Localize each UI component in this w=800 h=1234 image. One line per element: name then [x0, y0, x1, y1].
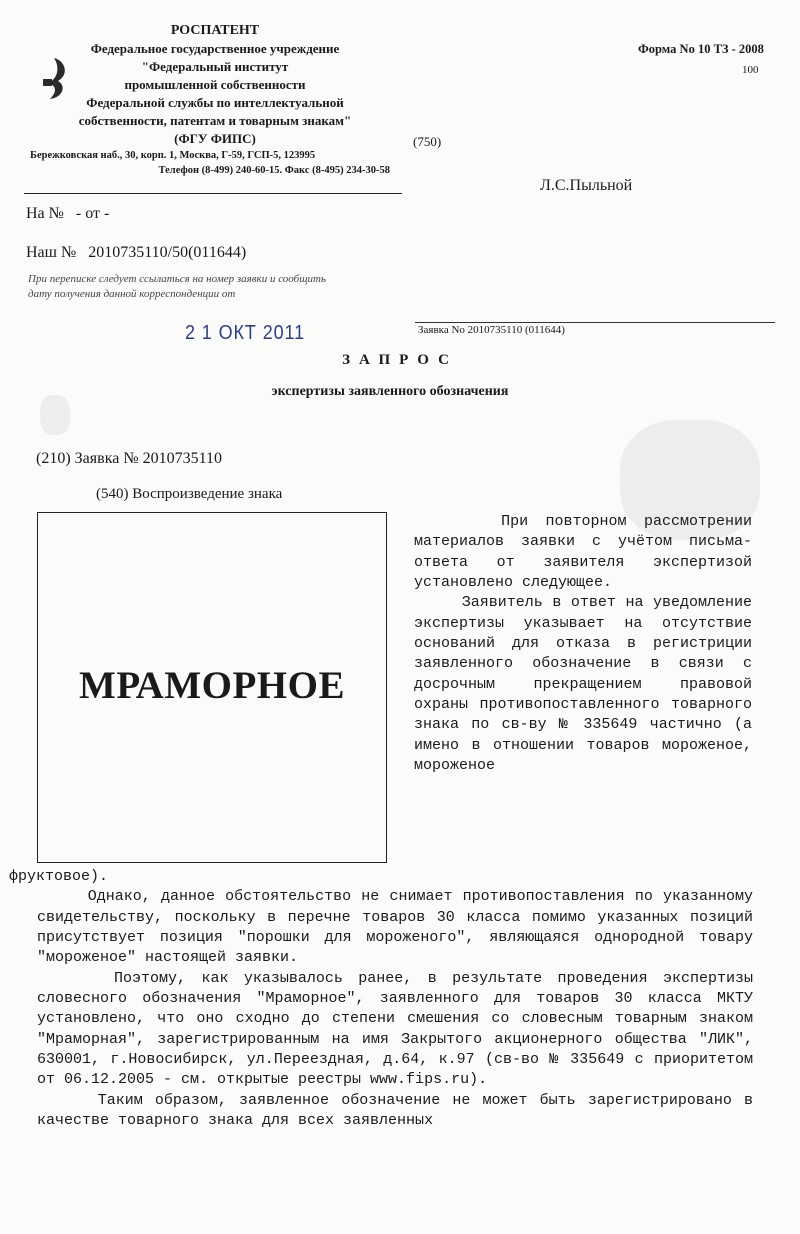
issuer-name: РОСПАТЕНТ: [170, 23, 260, 38]
our-reference: Наш № 2010735110/50(011644): [26, 244, 247, 261]
issuer-line: "Федеральный институт: [141, 59, 289, 74]
document-subtitle: экспертизы заявленного обозначения: [271, 384, 509, 399]
paragraph-4: Поэтому, как указывалось ранее, в результате проведения экспертизы словесного обозначения "Мраморное", заявленного для товаров 30 класса МКТУ установлено, что оно сходно до степени смешения со словесным товарным знаком "Мраморная", зарегистрированным на имя Закрытого акционерного общества "ЛИК", 630001, г.Новосибирск, ул.Переездная, д.64, к.97 (св-во № 335649 с приоритетом от 06.12.2005 - см. открытые реестры www.fips.ru).: [37, 969, 763, 1089]
body-full-width: [9, 867, 763, 1131]
document-title: ЗАПРОС: [342, 352, 458, 368]
application-divider: [415, 322, 775, 323]
correspondence-note: При переписке следует ссылаться на номер заявки и сообщить дату получения данной корреспонденции от: [28, 273, 326, 300]
issuer-abbrev: (ФГУ ФИПС): [174, 131, 256, 146]
their-reference: На № - от -: [26, 205, 110, 222]
addressee-code: (750): [413, 134, 442, 149]
paragraph-5: Таким образом, заявленное обозначение не может быть зарегистрировано в качестве товарного знака для всех заявленных: [37, 1091, 763, 1130]
issuer-address: Бережковская наб., 30, корп. 1, Москва, Г-59, ГСП-5, 123995: [30, 150, 316, 161]
trademark-box: [37, 512, 387, 863]
paragraph-3: Однако, данное обстоятельство не снимает противопоставления по указанному свидетельству, поскольку в перечне товаров 30 класса помимо указанных позиций присутствует позиция "порошки для мороженого", являющаяся однородной товару "мороженое" настоящей заявки.: [37, 888, 763, 967]
header-divider: [24, 193, 402, 194]
issuer-header: [30, 22, 400, 178]
issuer-line: собственности, патентам и товарным знакам": [78, 113, 352, 128]
date-stamp: 2 1 ОКТ 2011: [185, 322, 306, 344]
issuer-phones: Телефон (8-499) 240-60-15. Факс (8-495) 234-30-58: [158, 165, 390, 176]
paragraph-2-continued: фруктовое).: [9, 868, 109, 885]
issuer-line: Федеральное государственное учреждение: [90, 41, 340, 56]
paragraph-1: При повторном рассмотрении материалов заявки с учётом письма-ответа от заявителя экспертизой установлено следующее.: [414, 513, 762, 592]
issuer-line: промышленной собственности: [124, 77, 306, 92]
form-number: Форма No 10 ТЗ - 2008: [638, 42, 764, 56]
field-540-mark-reproduction: (540) Воспроизведение знака: [96, 486, 283, 502]
trademark-word: МРАМОРНОЕ: [79, 664, 345, 707]
paragraph-2: Заявитель в ответ на уведомление экспертизы указывает на отсутствие оснований для отказа в регистриции заявленного обозначение в связи с досрочным прекращением правовой охраны противопоставленного товарного знака по св-ву № 335649 частично (а имено в отношении товаров мороженое, мороженое: [414, 594, 762, 775]
issuer-line: Федеральной службы по интеллектуальной: [86, 95, 344, 110]
scan-artifact: [40, 395, 70, 435]
fips-logo-icon: [40, 55, 70, 101]
body-column: [414, 512, 762, 776]
application-number: Заявка No 2010735110 (011644): [418, 324, 565, 336]
field-210-application: (210) Заявка № 2010735110: [36, 450, 222, 467]
form-code: 100: [742, 64, 759, 76]
addressee-name: Л.С.Пыльной: [540, 177, 633, 194]
